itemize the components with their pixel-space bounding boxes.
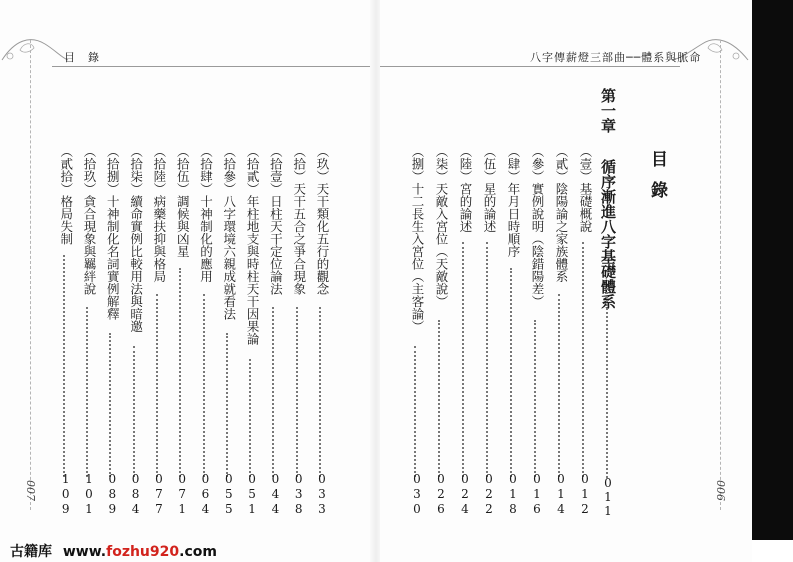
margin-dash-line <box>30 40 31 510</box>
entry-page: 012 <box>578 472 592 517</box>
header-rule <box>52 66 370 67</box>
dot-leader <box>319 307 321 477</box>
dot-leader <box>486 242 488 477</box>
entry-number: （拾捌） <box>105 145 121 195</box>
dot-leader <box>249 359 251 477</box>
entry-number: （拾參） <box>221 145 237 195</box>
entry-title: 十神制化的應用 <box>198 195 214 283</box>
entry-title: 病藥扶抑與格局 <box>151 195 167 283</box>
chapter-page: 011 <box>601 476 615 518</box>
entry-number: （拾伍） <box>175 145 191 195</box>
left-page <box>0 0 372 562</box>
toc-title: 目錄 <box>647 150 667 212</box>
toc-entry <box>220 145 238 517</box>
entry-number: （玖） <box>315 145 330 183</box>
entry-number: （壹） <box>578 145 593 183</box>
dot-leader <box>534 320 536 477</box>
entry-page: 026 <box>434 472 448 517</box>
entry-number: （肆） <box>506 145 521 183</box>
entry-title: 年月日時順序 <box>506 182 521 258</box>
entry-number: （參） <box>530 145 545 183</box>
toc-entry <box>57 145 75 517</box>
dot-leader <box>296 307 298 477</box>
entry-title: 基礎概說 <box>578 182 593 233</box>
dot-leader <box>156 294 158 477</box>
toc-entry <box>150 145 168 517</box>
entry-page: 084 <box>128 472 143 517</box>
entry-page: 018 <box>506 472 520 517</box>
header-label: 目 錄 <box>64 51 100 64</box>
toc-entry <box>432 145 450 517</box>
entry-page: 071 <box>175 472 190 517</box>
entry-title: 星的論述 <box>482 182 497 233</box>
header-rule <box>380 66 680 67</box>
dot-leader <box>86 307 88 477</box>
entry-page: 109 <box>58 472 73 517</box>
toc-entry <box>480 145 498 517</box>
entry-title: 十二長生入宮位（主客論） <box>410 182 425 333</box>
entry-title: 天敵入宮位（天敵說） <box>434 182 449 308</box>
entry-number: （拾陸） <box>151 145 167 195</box>
entry-page: 044 <box>268 472 283 517</box>
chapter-heading <box>598 88 618 518</box>
chapter-title: 循序漸進八字基礎體系 <box>599 159 617 309</box>
chapter-title <box>599 141 617 159</box>
header-label: 八字傳薪燈三部曲──體系與脈命 <box>530 51 702 64</box>
entry-number: （拾肆） <box>198 145 214 195</box>
entry-title: 八字環境六親成就看法 <box>221 195 237 320</box>
toc-entry <box>80 145 98 517</box>
dot-leader <box>558 294 560 477</box>
toc-entry <box>313 145 331 517</box>
toc-entry <box>456 145 474 517</box>
entry-number: （陸） <box>458 145 473 183</box>
dot-leader <box>606 288 608 478</box>
dot-leader <box>414 346 416 477</box>
entry-title: 調候與凶星 <box>175 195 191 258</box>
entry-number: （柒） <box>434 145 449 183</box>
toc-entry <box>266 145 284 517</box>
entry-number: （拾柒） <box>128 145 144 195</box>
entry-number: （拾玖） <box>82 145 97 195</box>
entry-page: 051 <box>245 472 260 517</box>
entry-page: 089 <box>105 472 120 517</box>
toc-entry <box>243 145 261 517</box>
entry-number: （伍） <box>482 145 497 183</box>
toc-entry <box>103 145 121 517</box>
entry-page: 033 <box>315 472 329 517</box>
dot-leader <box>438 320 440 477</box>
watermark-url-suffix: .com <box>179 544 217 560</box>
entry-number: （拾） <box>291 145 307 183</box>
entry-title: 續命實例比較用法與暗邀 <box>128 195 144 333</box>
toc-entry <box>576 145 594 517</box>
chapter-label: 第一章 <box>599 88 617 133</box>
entry-page: 101 <box>82 472 96 517</box>
entry-title: 實例說明（陰錯陽差） <box>530 182 545 308</box>
dot-leader <box>226 333 228 477</box>
toc-entry <box>173 145 191 517</box>
entry-title: 天干類化五行的觀念 <box>315 182 330 295</box>
entry-number: （拾壹） <box>268 145 284 195</box>
entry-title: 宮的論述 <box>458 182 473 233</box>
dot-leader <box>510 268 512 477</box>
floral-ornament-icon <box>0 30 70 70</box>
entry-page: 077 <box>151 472 166 517</box>
entry-page: 064 <box>198 472 213 517</box>
toc-entry <box>290 145 308 517</box>
dot-leader <box>63 255 65 477</box>
toc-entry <box>197 145 215 517</box>
entry-title: 格局失制 <box>58 195 74 245</box>
entry-title: 天干五合之爭合現象 <box>291 182 307 295</box>
toc-entry <box>552 145 570 517</box>
entry-page: 016 <box>530 472 544 517</box>
entry-number: （貳拾） <box>58 145 74 195</box>
entry-page: 022 <box>482 472 496 517</box>
dot-leader <box>133 346 135 477</box>
entry-page: 024 <box>458 472 472 517</box>
toc-entry <box>504 145 522 517</box>
watermark <box>10 541 217 561</box>
entry-title: 年柱地支與時柱天干因果論 <box>245 195 261 345</box>
entry-number: （捌） <box>410 145 425 183</box>
entry-page: 038 <box>291 472 306 517</box>
entry-page: 014 <box>554 472 568 517</box>
margin-dash-line <box>720 40 721 510</box>
watermark-url-prefix: www. <box>62 544 107 560</box>
entry-page: 030 <box>410 472 424 517</box>
dot-leader <box>179 268 181 477</box>
dot-leader <box>109 333 111 477</box>
toc-entry <box>528 145 546 517</box>
entry-number: （貳） <box>554 145 569 183</box>
entry-number: （拾貳） <box>245 145 261 195</box>
watermark-url-highlight: fozhu920 <box>106 544 180 560</box>
entry-title: 貪合現象與羈絆說 <box>82 195 97 295</box>
entry-title: 十神制化名詞實例解釋 <box>105 195 121 320</box>
toc-entry <box>408 145 426 517</box>
page-number: 007 <box>24 480 37 501</box>
page-number: 006 <box>714 480 727 501</box>
watermark-site-name: 古籍库 <box>10 544 52 560</box>
dot-leader <box>462 242 464 477</box>
scan-edge <box>752 0 793 540</box>
dot-leader <box>582 242 584 477</box>
toc-entry <box>127 145 145 517</box>
entry-title: 日柱天干定位論法 <box>268 195 284 295</box>
dot-leader <box>203 294 205 477</box>
dot-leader <box>272 307 274 477</box>
entry-page: 055 <box>221 472 236 517</box>
entry-title: 陰陽論之家族體系 <box>554 182 569 283</box>
